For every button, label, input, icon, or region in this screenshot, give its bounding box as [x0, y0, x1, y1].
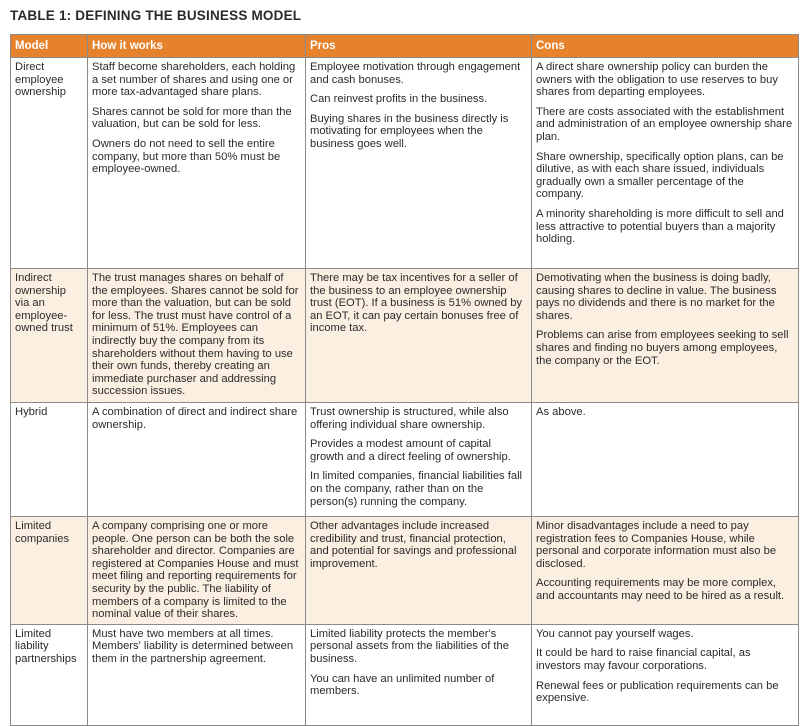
header-model: Model — [11, 35, 88, 58]
cell-model: Indirect ownership via an employee-owned trust — [11, 269, 88, 403]
table-row — [11, 58, 799, 269]
table-row — [11, 269, 799, 403]
cell-pros: There may be tax incentives for a seller of the business to an employee ownership trust (EOT). If a business is 51% owned by an EOT, it can pay certain bonuses free of income tax. — [306, 269, 532, 403]
header-how-it-works: How it works — [88, 35, 306, 58]
cell-cons: As above. — [532, 403, 799, 517]
cell-how: A company comprising one or more people. One person can be both the sole shareholder and director. Companies are registered at Companies House and must meet filing and reporting requirements for security by the public. The liability of members of a company is limited to the nominal value of their shares. — [88, 517, 306, 625]
cell-how: Staff become shareholders, each holding a set number of shares and using one or more tax-advantaged share plans. Shares cannot be sold for more than the valuation, but can be sold for less. Owners do not need to sell the entire company, but more than 50% must be employee-owned. — [88, 58, 306, 269]
cell-cons: Minor disadvantages include a need to pay registration fees to Companies House, while personal and corporate information must also be disclosed. Accounting requirements may be more complex, and accountants may need to be hired as a result. — [532, 517, 799, 625]
cell-model: Limited companies — [11, 517, 88, 625]
cell-how: A combination of direct and indirect share ownership. — [88, 403, 306, 517]
table-title: TABLE 1: DEFINING THE BUSINESS MODEL — [10, 8, 302, 23]
cell-cons: Demotivating when the business is doing badly, causing shares to decline in value. The business pays no dividends and there is no market for the shares. Problems can arise from employees seeking to sell shares and finding no buyers among employees, the company or the EOT. — [532, 269, 799, 403]
cell-model: Direct employee ownership — [11, 58, 88, 269]
cell-how: Must have two members at all times. Members' liability is determined between them in the partnership agreement. — [88, 624, 306, 725]
cell-pros: Employee motivation through engagement and cash bonuses. Can reinvest profits in the business. Buying shares in the business directly is motivating for employees when the business goes well. — [306, 58, 532, 269]
table-row — [11, 624, 799, 725]
cell-pros: Trust ownership is structured, while also offering individual share ownership. Provides a modest amount of capital growth and a direct feeling of ownership. In limited companies, financial liabilities fall on the company, rather than on the person(s) running the company. — [306, 403, 532, 517]
cell-model: Limited liability partnerships — [11, 624, 88, 725]
cell-cons: A direct share ownership policy can burden the owners with the obligation to use reserves to buy shares from departing employees. There are costs associated with the establishment and administration of an employee ownership share plan. Share ownership, specifically option plans, can be dilutive, as with each share issued, individuals gradually own a smaller percentage of the company. A minority shareholding is more difficult to sell and less attractive to potential buyers than a majority holding. — [532, 58, 799, 269]
cell-pros: Limited liability protects the member's personal assets from the liabilities of the business. You can have an unlimited number of members. — [306, 624, 532, 725]
cell-how: The trust manages shares on behalf of the employees. Shares cannot be sold for more than the valuation, but can be sold for less. The trust must have control of a minimum of 51%. Employees can indirectly buy the company from its shareholders without them having to use their own funds, thereby creating an immediate purchaser and addressing succession issues. — [88, 269, 306, 403]
table-header-row — [11, 35, 799, 58]
cell-pros: Other advantages include increased credibility and trust, financial protection, and potential for savings and professional improvement. — [306, 517, 532, 625]
header-pros: Pros — [306, 35, 532, 58]
header-cons: Cons — [532, 35, 799, 58]
business-model-table — [10, 34, 799, 726]
table-row — [11, 403, 799, 517]
table-row — [11, 517, 799, 625]
cell-model: Hybrid — [11, 403, 88, 517]
cell-cons: You cannot pay yourself wages. It could be hard to raise financial capital, as investors may favour corporations. Renewal fees or publication requirements can be expensive. — [532, 624, 799, 725]
